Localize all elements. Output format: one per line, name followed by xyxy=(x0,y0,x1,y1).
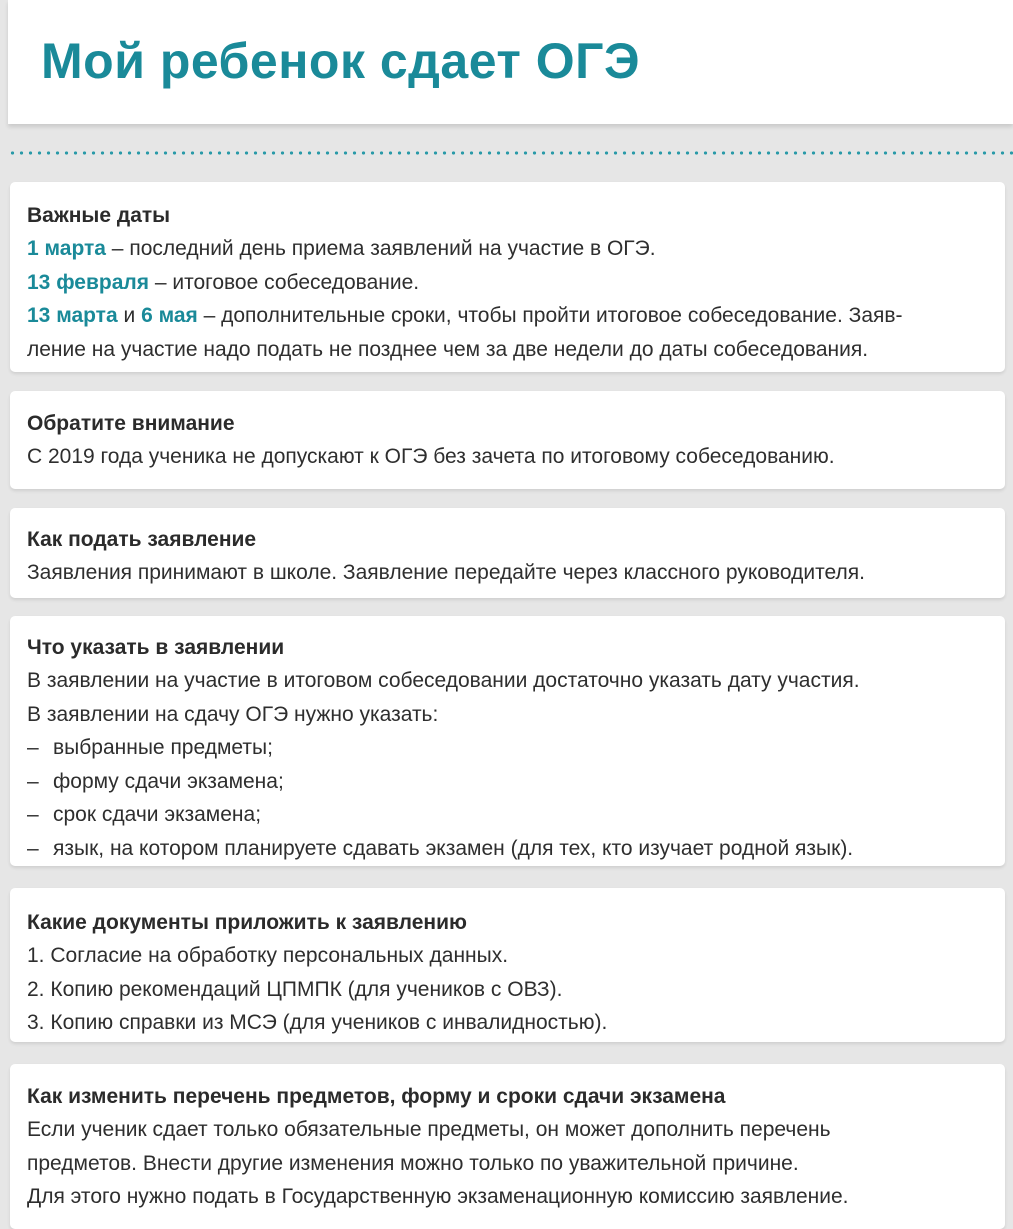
list-item xyxy=(27,731,995,765)
change-subjects-line: предметов. Внести другие изменения можно только по уважительной причине. xyxy=(27,1151,799,1175)
date-highlight: 13 февраля xyxy=(27,270,149,294)
list-item-text: язык, на котором планируете сдавать экзамен (для тех, кто изучает родной язык). xyxy=(53,836,854,860)
important-dates-heading: Важные даты xyxy=(27,204,171,227)
list-item-text: форму сдачи экзамена; xyxy=(53,769,284,793)
date-description: – итоговое собеседование. xyxy=(148,270,420,294)
documents-card xyxy=(10,888,1005,1042)
date-highlight: 1 марта xyxy=(27,237,106,260)
dash-bullet: – xyxy=(27,836,39,860)
date-conjunction: и xyxy=(117,304,142,327)
documents-heading: Какие документы приложить к заявлению xyxy=(27,911,467,934)
list-item-text: срок сдачи экзамена; xyxy=(53,803,262,826)
date-highlight: 6 мая xyxy=(141,304,198,327)
dash-bullet: – xyxy=(27,736,39,759)
date-line-2 xyxy=(27,266,995,300)
date-description: – дополнительные сроки, чтобы пройти итоговое собеседование. Заяв- xyxy=(197,304,903,327)
application-contents-line-2: В заявлении на сдачу ОГЭ нужно указать: xyxy=(27,702,439,726)
important-dates-card xyxy=(10,182,1005,372)
how-to-apply-heading: Как подать заявление xyxy=(27,528,257,551)
change-subjects-line: Если ученик сдает только обязательные предметы, он может дополнить перечень xyxy=(27,1118,831,1141)
list-item xyxy=(27,798,995,832)
date-highlight: 13 марта xyxy=(27,304,118,327)
dash-bullet: – xyxy=(27,803,39,826)
change-subjects-line: Для этого нужно подать в Государственную экзаменационную комиссию заявление. xyxy=(27,1185,849,1208)
date-line-1 xyxy=(27,232,995,266)
attention-heading: Обратите внимание xyxy=(27,412,235,435)
dash-bullet: – xyxy=(27,769,39,793)
dotted-divider xyxy=(8,150,1013,156)
list-item xyxy=(27,832,995,866)
list-item: 2. Копию рекомендаций ЦПМПК (для учеников с ОВЗ). xyxy=(27,977,563,1001)
list-item xyxy=(27,765,995,799)
change-subjects-heading: Как изменить перечень предметов, форму и сроки сдачи экзамена xyxy=(27,1085,726,1108)
list-item: 3. Копию справки из МСЭ (для учеников с инвалидностью). xyxy=(27,1011,608,1034)
application-contents-card xyxy=(10,616,1005,866)
date-line-3 xyxy=(27,299,995,333)
list-item: 1. Согласие на обработку персональных данных. xyxy=(27,944,509,967)
attention-text: С 2019 года ученика не допускают к ОГЭ без зачета по итоговому собеседованию. xyxy=(27,445,835,468)
attention-card xyxy=(10,391,1005,489)
page-title: Мой ребенок сдает ОГЭ xyxy=(41,33,641,89)
how-to-apply-text: Заявления принимают в школе. Заявление передайте через классного руководителя. xyxy=(27,561,865,584)
date-line-3-continued: ление на участие надо подать не позднее чем за две недели до даты собеседования. xyxy=(27,337,869,361)
title-banner xyxy=(8,0,1013,124)
application-contents-heading: Что указать в заявлении xyxy=(27,636,285,659)
date-description: – последний день приема заявлений на участие в ОГЭ. xyxy=(105,237,656,260)
list-item-text: выбранные предметы; xyxy=(53,736,273,759)
change-subjects-card xyxy=(10,1064,1005,1229)
how-to-apply-card xyxy=(10,508,1005,598)
application-contents-line-1: В заявлении на участие в итоговом собеседовании достаточно указать дату участия. xyxy=(27,669,860,692)
